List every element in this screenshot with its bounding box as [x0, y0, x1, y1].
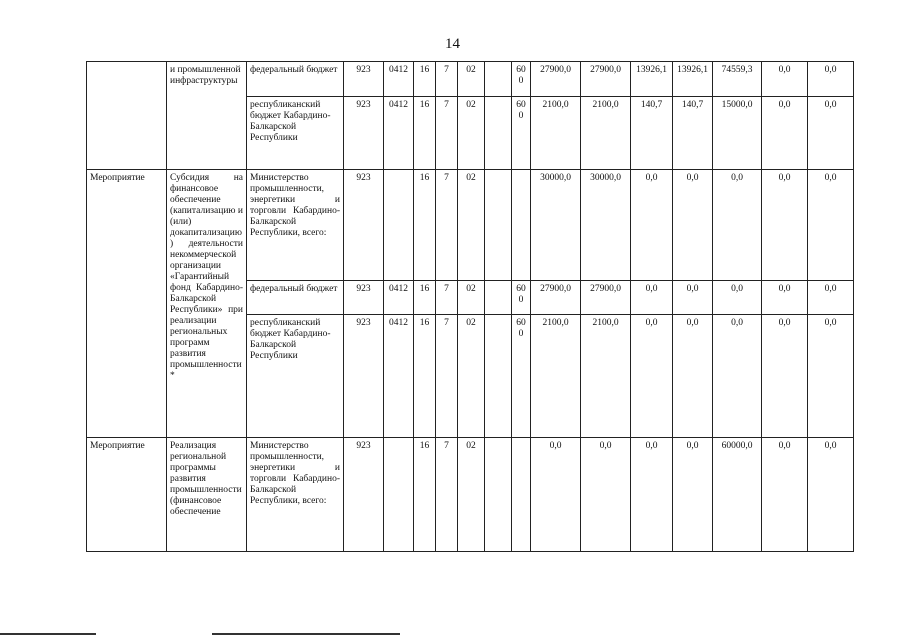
- amount-cell: 0,0: [631, 315, 673, 437]
- amount-cell: 0,0: [631, 281, 673, 315]
- grbs-cell: 923: [344, 437, 384, 551]
- expense-type-cell: 600: [512, 97, 531, 170]
- rzpr-cell: 0412: [384, 315, 414, 437]
- subprogram-code-cell: 7: [436, 170, 458, 281]
- amount-cell: 2100,0: [581, 315, 631, 437]
- activity-type-cell: Мероприятие: [87, 437, 167, 551]
- table-row: [87, 170, 854, 281]
- amount-cell: 0,0: [762, 437, 808, 551]
- direction-code-cell: [485, 315, 512, 437]
- funding-source-cell: Министерство промышленности, энергетики и торговли Кабардино-Балкарской Республики, всего:: [247, 170, 344, 281]
- amount-cell: 0,0: [713, 315, 762, 437]
- amount-cell: 27900,0: [581, 62, 631, 97]
- amount-cell: 0,0: [531, 437, 581, 551]
- scan-edge-line: [0, 633, 96, 635]
- event-code-cell: 02: [458, 97, 485, 170]
- amount-cell: 2100,0: [531, 97, 581, 170]
- amount-cell: 0,0: [808, 281, 854, 315]
- funding-source-cell: федеральный бюджет: [247, 281, 344, 315]
- program-code-cell: 16: [414, 97, 436, 170]
- rzpr-cell: [384, 170, 414, 281]
- amount-cell: 0,0: [762, 62, 808, 97]
- amount-cell: 0,0: [808, 62, 854, 97]
- table-row: [87, 437, 854, 551]
- amount-cell: 140,7: [631, 97, 673, 170]
- amount-cell: 0,0: [713, 170, 762, 281]
- direction-code-cell: [485, 281, 512, 315]
- program-code-cell: 16: [414, 437, 436, 551]
- amount-cell: 2100,0: [581, 97, 631, 170]
- table-row: [87, 62, 854, 97]
- amount-cell: 27900,0: [531, 281, 581, 315]
- funding-source-cell: республиканский бюджет Кабардино-Балкарской Республики: [247, 315, 344, 437]
- direction-code-cell: [485, 437, 512, 551]
- amount-cell: 0,0: [673, 281, 713, 315]
- subprogram-code-cell: 7: [436, 62, 458, 97]
- activity-type-cell: Мероприятие: [87, 170, 167, 438]
- expense-type-cell: [512, 170, 531, 281]
- direction-code-cell: [485, 170, 512, 281]
- program-code-cell: 16: [414, 281, 436, 315]
- event-code-cell: 02: [458, 62, 485, 97]
- rzpr-cell: [384, 437, 414, 551]
- subprogram-code-cell: 7: [436, 97, 458, 170]
- scan-edge-line: [212, 633, 400, 635]
- direction-code-cell: [485, 97, 512, 170]
- amount-cell: 0,0: [762, 281, 808, 315]
- amount-cell: 140,7: [673, 97, 713, 170]
- amount-cell: 30000,0: [581, 170, 631, 281]
- amount-cell: 0,0: [713, 281, 762, 315]
- amount-cell: 0,0: [581, 437, 631, 551]
- expense-type-cell: 600: [512, 62, 531, 97]
- amount-cell: 60000,0: [713, 437, 762, 551]
- amount-cell: 0,0: [808, 97, 854, 170]
- amount-cell: 0,0: [673, 315, 713, 437]
- amount-cell: 27900,0: [581, 281, 631, 315]
- grbs-cell: 923: [344, 62, 384, 97]
- amount-cell: 13926,1: [673, 62, 713, 97]
- amount-cell: 0,0: [673, 170, 713, 281]
- amount-cell: 13926,1: [631, 62, 673, 97]
- amount-cell: 0,0: [808, 315, 854, 437]
- amount-cell: 0,0: [631, 437, 673, 551]
- subprogram-code-cell: 7: [436, 315, 458, 437]
- amount-cell: 27900,0: [531, 62, 581, 97]
- page-number: 14: [445, 36, 460, 52]
- expense-type-cell: 600: [512, 281, 531, 315]
- funding-source-cell: Министерство промышленности, энергетики и торговли Кабардино-Балкарской Республики, всего:: [247, 437, 344, 551]
- rzpr-cell: 0412: [384, 97, 414, 170]
- amount-cell: 0,0: [808, 170, 854, 281]
- funding-source-cell: республиканский бюджет Кабардино-Балкарской Республики: [247, 97, 344, 170]
- activity-name-cell: Субсидия на финансовое обеспечение (капитализацию и (или) докапитализацию) деятельности некоммерческой организации «Гарантийный фонд Кабардино-Балкарской Республики» при реализации региональных программ развития промышленности *: [167, 170, 247, 438]
- amount-cell: 2100,0: [531, 315, 581, 437]
- amount-cell: 0,0: [762, 97, 808, 170]
- amount-cell: 15000,0: [713, 97, 762, 170]
- subprogram-code-cell: 7: [436, 281, 458, 315]
- amount-cell: 0,0: [762, 170, 808, 281]
- event-code-cell: 02: [458, 437, 485, 551]
- amount-cell: 30000,0: [531, 170, 581, 281]
- program-code-cell: 16: [414, 315, 436, 437]
- amount-cell: 0,0: [762, 315, 808, 437]
- budget-table: [86, 61, 854, 552]
- subprogram-code-cell: 7: [436, 437, 458, 551]
- event-code-cell: 02: [458, 170, 485, 281]
- activity-name-cell: и промышленной инфраструктуры: [167, 62, 247, 170]
- direction-code-cell: [485, 62, 512, 97]
- event-code-cell: 02: [458, 315, 485, 437]
- amount-cell: 0,0: [631, 170, 673, 281]
- grbs-cell: 923: [344, 97, 384, 170]
- expense-type-cell: [512, 437, 531, 551]
- activity-name-cell: Реализация региональной программы развития промышленности (финансовое обеспечение: [167, 437, 247, 551]
- program-code-cell: 16: [414, 62, 436, 97]
- funding-source-cell: федеральный бюджет: [247, 62, 344, 97]
- program-code-cell: 16: [414, 170, 436, 281]
- rzpr-cell: 0412: [384, 62, 414, 97]
- amount-cell: 0,0: [808, 437, 854, 551]
- rzpr-cell: 0412: [384, 281, 414, 315]
- activity-type-cell: [87, 62, 167, 170]
- amount-cell: 0,0: [673, 437, 713, 551]
- grbs-cell: 923: [344, 281, 384, 315]
- expense-type-cell: 600: [512, 315, 531, 437]
- grbs-cell: 923: [344, 170, 384, 281]
- event-code-cell: 02: [458, 281, 485, 315]
- grbs-cell: 923: [344, 315, 384, 437]
- amount-cell: 74559,3: [713, 62, 762, 97]
